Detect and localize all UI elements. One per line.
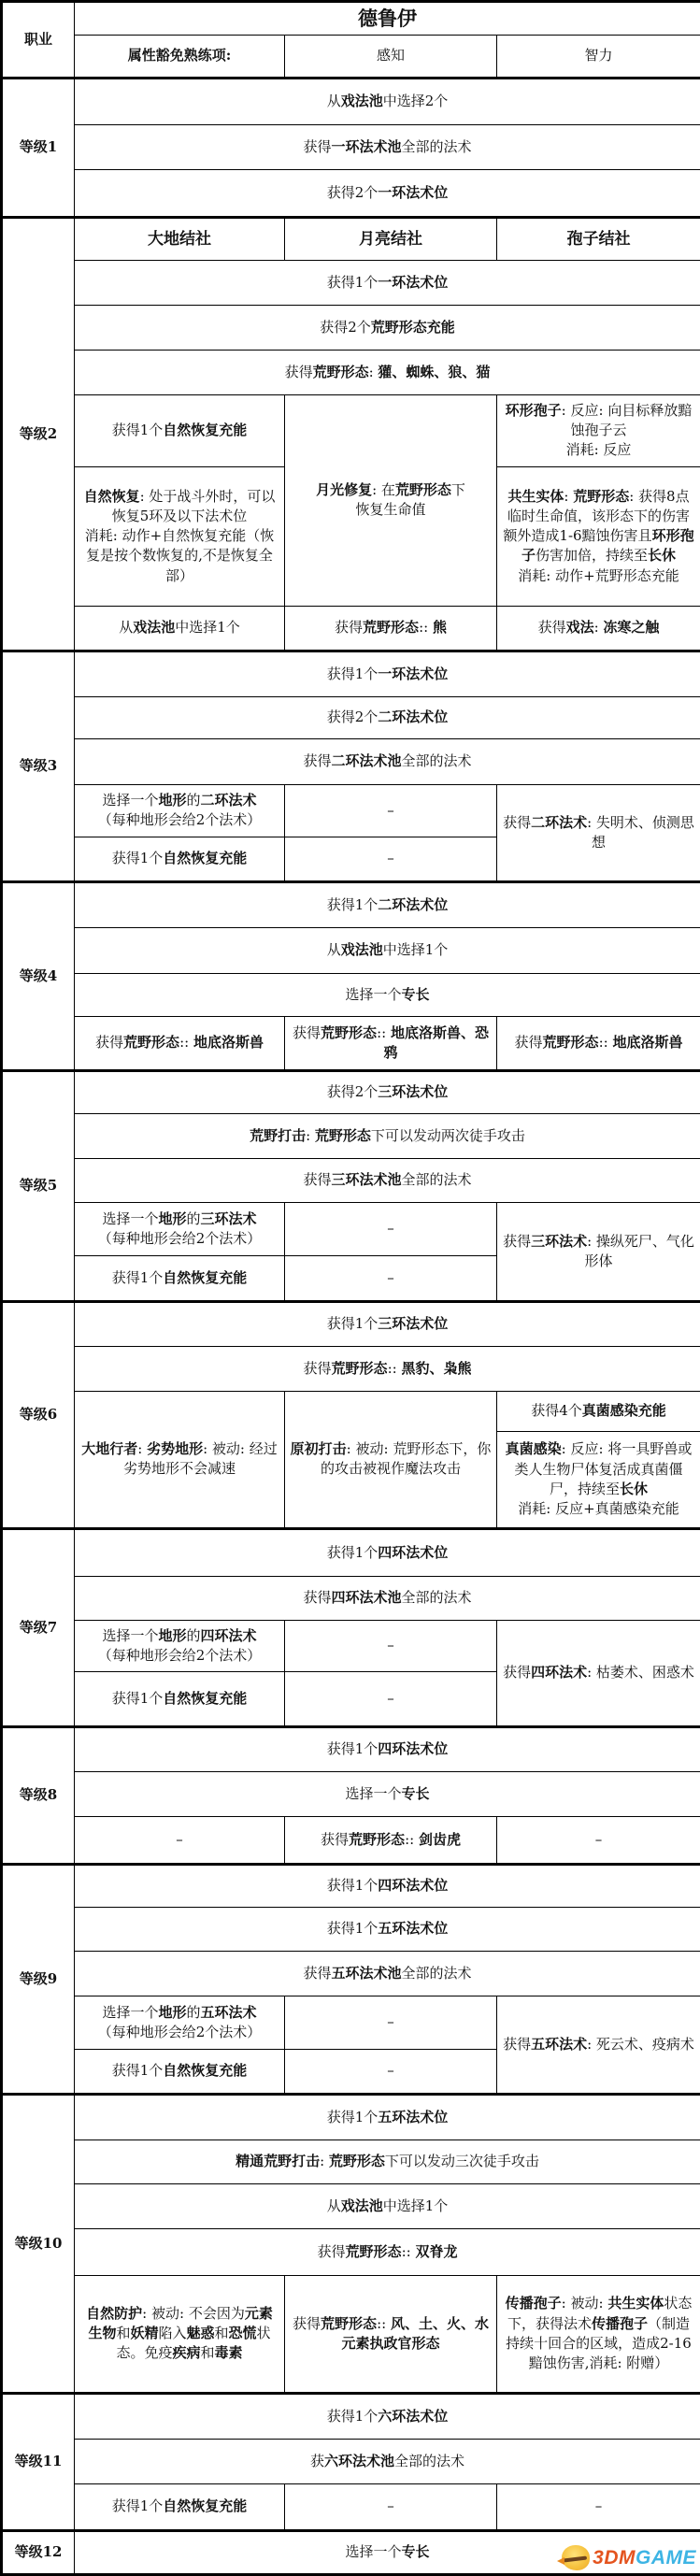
feature-cell: 获得2个一环法术位 [75,169,700,217]
table-row [2,1816,700,1864]
feature-cell: 获得1个四环法术位 [75,1864,700,1907]
table-row [2,1907,700,1951]
table-row [2,2483,700,2530]
level-label: 等级9 [2,1864,75,2094]
feature-cell: 获得三环法术: 操纵死尸、气化形体 [497,1202,700,1301]
feature-cell: 获得二环法术池全部的法术 [75,738,700,784]
table-row [2,738,700,784]
feature-cell: – [285,2483,497,2530]
level-label: 等级11 [2,2393,75,2530]
feature-cell: 选择一个专长 3DM GAME [75,2530,700,2574]
table-row [2,927,700,973]
feature-cell: 获得1个自然恢复充能 [75,1671,285,1726]
feature-cell: 荒野打击: 荒野形态下可以发动两次徒手攻击 [75,1113,700,1158]
table-row [2,2275,700,2393]
table-row [2,78,700,124]
level-label: 等级2 [2,217,75,651]
feature-cell: 精通荒野打击: 荒野形态下可以发动三次徒手攻击 [75,2140,700,2183]
feature-cell: 获得1个自然恢复充能 [75,2483,285,2530]
level-label: 等级7 [2,1528,75,1726]
feature-cell: 大地行者: 劣势地形: 被动: 经过劣势地形不会减速 [75,1391,285,1528]
feature-cell: 获得三环法术池全部的法术 [75,1158,700,1202]
level-label: 等级3 [2,651,75,881]
feature-cell: 选择一个专长 [75,1771,700,1816]
table-row [2,1864,700,1907]
feature-cell: 获得四环法术: 枯萎术、困惑术 [497,1620,700,1726]
feature-cell: 从戏法池中选择1个 [75,606,285,651]
table-row [2,2530,700,2574]
feature-cell: 从戏法池中选择1个 [75,2183,700,2228]
feature-cell: 获得荒野形态:: 双脊龙 [75,2228,700,2275]
feature-cell: 获得1个五环法术位 [75,1907,700,1951]
feature-cell: 获得1个自然恢复充能 [75,837,285,881]
feature-cell: 获得一环法术池全部的法术 [75,124,700,169]
feature-cell: 获得1个二环法术位 [75,881,700,927]
feature-cell: 获得2个二环法术位 [75,696,700,738]
feature-cell: – [285,1996,497,2049]
level-label: 等级1 [2,78,75,217]
feature-cell: – [285,784,497,837]
watermark-text-game: GAME [636,2544,696,2572]
feature-cell: 获得1个六环法术位 [75,2393,700,2439]
table-row [2,169,700,217]
feature-cell: 获得2个荒野形态充能 [75,305,700,350]
table-row [2,973,700,1016]
chick-mascot-icon [562,2545,590,2570]
class-title: 德鲁伊 [75,2,700,36]
table-row [2,651,700,696]
table-row [2,1070,700,1113]
feature-cell: 真菌感染: 反应: 将一具野兽或类人生物尸体复活成真菌僵尸，持续至长休 消耗: 反应+真菌感染充能 [497,1431,700,1528]
feature-cell: 获六环法术池全部的法术 [75,2439,700,2483]
table-row [2,2228,700,2275]
feature-cell: 获得五环法术池全部的法术 [75,1951,700,1996]
feature-cell: 选择一个地形的四环法术 （每种地形会给2个法术） [75,1620,285,1671]
feature-cell: 获得1个三环法术位 [75,1301,700,1346]
subclass-header-cell: 月亮结社 [285,217,497,260]
saving-throw-row [2,35,700,78]
table-row [2,1301,700,1346]
feature-cell: 环形孢子: 反应: 向目标释放黯蚀孢子云 消耗: 反应 [497,394,700,466]
table-row [2,1528,700,1576]
feature-cell: 获得荒野形态:: 风、土、火、水元素执政官形态 [285,2275,497,2393]
table-row [2,696,700,738]
feature-cell: 获得1个自然恢复充能 [75,2049,285,2094]
feature-cell: 自然恢复: 处于战斗外时，可以恢复5环及以下法术位 消耗: 动作+自然恢复充能（恢复是按个数恢复的,不是恢复全部） [75,466,285,606]
feature-cell: 获得1个自然恢复充能 [75,394,285,466]
feature-cell: 获得荒野形态:: 熊 [285,606,497,651]
feature-cell: – [285,1202,497,1255]
feature-cell: – [285,1671,497,1726]
table-row [2,1113,700,1158]
level-label: 等级8 [2,1726,75,1864]
subclass-header-cell: 大地结社 [75,217,285,260]
feature-cell: – [497,1816,700,1864]
feature-cell: 获得荒野形态: 獾、蜘蛛、狼、猫 [75,350,700,394]
table-row [2,2183,700,2228]
table-row [2,784,700,837]
feature-cell: 传播孢子: 被动: 共生实体状态下，获得法术传播孢子（制造持续十回合的区域，造成2-16黯蚀伤害,消耗: 附赠） [497,2275,700,2393]
level-label: 等级12 [2,2530,75,2574]
feature-cell: 获得1个四环法术位 [75,1528,700,1576]
feature-cell: – [75,1816,285,1864]
feature-cell: 获得荒野形态:: 剑齿虎 [285,1816,497,1864]
table-row [2,881,700,927]
feature-cell: – [285,1620,497,1671]
feature-cell: 获得1个四环法术位 [75,1726,700,1771]
feature-cell: 获得1个一环法术位 [75,260,700,305]
feature-cell: 自然防护: 被动: 不会因为元素生物和妖精陷入魅惑和恐慌状态。免疫疾病和毒素 [75,2275,285,2393]
feature-cell: – [497,2483,700,2530]
level-label: 等级6 [2,1301,75,1528]
saving-throw-intelligence: 智力 [497,35,700,78]
feature-cell: 选择一个地形的五环法术 （每种地形会给2个法术） [75,1996,285,2049]
table-row [2,394,700,466]
table-row [2,2140,700,2183]
feature-cell: 获得二环法术: 失明术、侦测思想 [497,784,700,881]
level-label: 等级4 [2,881,75,1070]
feature-cell: 月光修复: 在荒野形态下 恢复生命值 [285,394,497,606]
feature-cell: 从戏法池中选择1个 [75,927,700,973]
feature-cell: 获得4个真菌感染充能 [497,1391,700,1431]
saving-throw-wisdom: 感知 [285,35,497,78]
table-row [2,260,700,305]
feature-cell: 获得1个五环法术位 [75,2094,700,2140]
feature-cell: 从戏法池中选择2个 [75,78,700,124]
class-header-row [2,2,700,36]
table-row [2,606,700,651]
level-label: 等级5 [2,1070,75,1301]
table-row [2,1158,700,1202]
table-row [2,1771,700,1816]
table-row [2,1391,700,1431]
table-row [2,217,700,260]
feature-cell: 获得戏法: 冻寒之触 [497,606,700,651]
saving-throw-label: 属性豁免熟练项: [75,35,285,78]
feature-cell: 选择一个地形的二环法术 （每种地形会给2个法术） [75,784,285,837]
feature-cell: – [285,1255,497,1301]
feature-cell: 获得1个自然恢复充能 [75,1255,285,1301]
table-row [2,124,700,169]
feature-cell: 获得荒野形态:: 地底洛斯兽、恐鸦 [285,1016,497,1070]
feature-cell: 获得2个三环法术位 [75,1070,700,1113]
watermark-text-3dm: 3DM [593,2544,636,2572]
table-row [2,1951,700,1996]
subclass-header-cell: 孢子结社 [497,217,700,260]
feature-cell: 获得四环法术池全部的法术 [75,1576,700,1620]
feature-cell: – [285,2049,497,2094]
feature-cell: 获得五环法术: 死云术、疫病术 [497,1996,700,2094]
feature-cell: 共生实体: 荒野形态: 获得8点临时生命值，该形态下的伤害额外造成1-6黯蚀伤害且环形孢子伤害加倍，持续至长休 消耗: 动作+荒野形态充能 [497,466,700,606]
feature-cell: – [285,837,497,881]
table-row [2,2439,700,2483]
table-row [2,1346,700,1391]
table-row [2,1620,700,1671]
table-row [2,1576,700,1620]
table-row [2,305,700,350]
feature-cell: 选择一个地形的三环法术 （每种地形会给2个法术） [75,1202,285,1255]
table-row [2,2393,700,2439]
feature-cell: 获得荒野形态:: 地底洛斯兽 [497,1016,700,1070]
feature-cell: 获得荒野形态:: 地底洛斯兽 [75,1016,285,1070]
feature-cell: 获得1个一环法术位 [75,651,700,696]
table-row [2,1996,700,2049]
table-row [2,1726,700,1771]
3dmgame-watermark [562,2544,696,2572]
feature-cell: 获得荒野形态:: 黑豹、枭熊 [75,1346,700,1391]
table-row [2,1016,700,1070]
feature-cell: 选择一个专长 [75,973,700,1016]
class-label: 职业 [2,2,75,79]
table-row [2,1202,700,1255]
table-row [2,350,700,394]
level-label: 等级10 [2,2094,75,2393]
table-row [2,2094,700,2140]
feature-cell: 原初打击: 被动: 荒野形态下，你的攻击被视作魔法攻击 [285,1391,497,1528]
